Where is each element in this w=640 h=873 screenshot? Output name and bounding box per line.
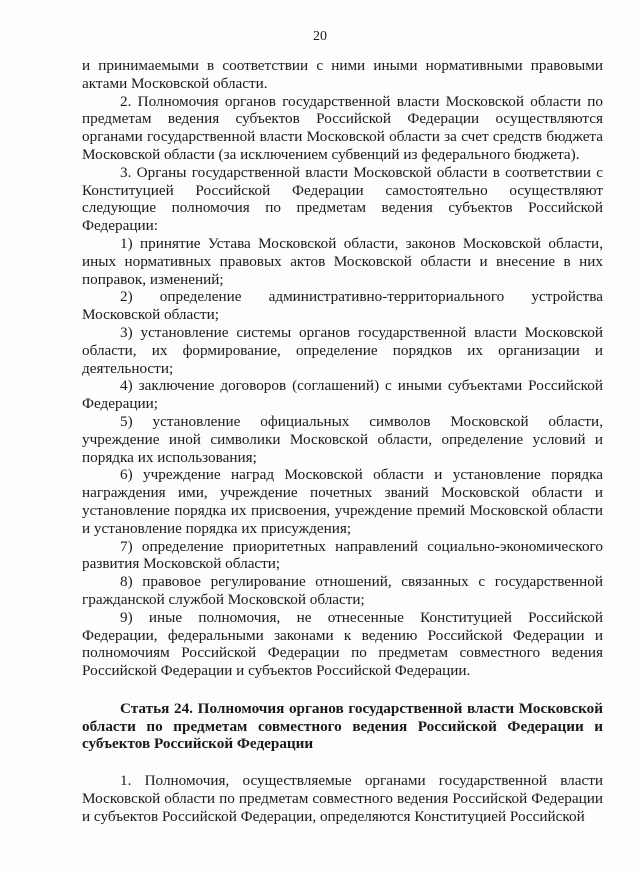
article-24-heading: Статья 24. Полномочия органов государственной власти Московской области по предметам совместного ведения Российской Федерации и субъектов Российской Федерации: [82, 699, 603, 753]
paragraph-continuation: и принимаемыми в соответствии с ними иными нормативными правовыми актами Московской области.: [82, 57, 603, 92]
list-item-4: 4) заключение договоров (соглашений) с иными субъектами Российской Федерации;: [82, 377, 603, 413]
list-item-8: 8) правовое регулирование отношений, связанных с государственной гражданской службой Московской области;: [82, 573, 603, 608]
list-item-9: 9) иные полномочия, не отнесенные Конституцией Российской Федерации, федеральными законами к ведению Российской Федерации и полномочиям Российской Федерации по предметам совместного ведения Российской Федерации и субъектов Российской Федерации.: [82, 608, 603, 680]
paragraph-3: 3. Органы государственной власти Московской области в соответствии с Конституцией Российской Федерации самостоятельно осуществляют следующие полномочия по предметам ведения субъектов Российской Федерации:: [82, 163, 603, 235]
page-number: 20: [313, 29, 327, 44]
article-24-paragraph-1: 1. Полномочия, осуществляемые органами государственной власти Московской области по предметам совместного ведения Российской Федерации и субъектов Российской Федерации, определяются Конституцией Российской: [82, 772, 603, 825]
list-item-5: 5) установление официальных символов Московской области, учреждение иной символики Московской области, определение условий и порядка их использования;: [82, 412, 603, 466]
document-body: [82, 57, 603, 826]
list-item-7: 7) определение приоритетных направлений социально-экономического развития Московской области;: [82, 537, 603, 573]
list-item-6: 6) учреждение наград Московской области и установление порядка награждения ими, учреждение почетных званий Московской области и установление порядка их присвоения, учреждение премий Московской области и установление порядка их присуждения;: [82, 466, 603, 537]
paragraph-2: 2. Полномочия органов государственной власти Московской области по предметам ведения субъектов Российской Федерации осуществляются органами государственной власти Московской области за счет средств бюджета Московской области (за исключением субвенций из федерального бюджета).: [82, 92, 603, 163]
list-item-3: 3) установление системы органов государственной власти Московской области, их формирование, определение порядков их организации и деятельности;: [82, 323, 603, 377]
list-item-1: 1) принятие Устава Московской области, законов Московской области, иных нормативных правовых актов Московской области и внесение в них поправок, изменений;: [82, 234, 603, 288]
list-item-2: 2) определение административно-территориального устройства Московской области;: [82, 288, 603, 324]
